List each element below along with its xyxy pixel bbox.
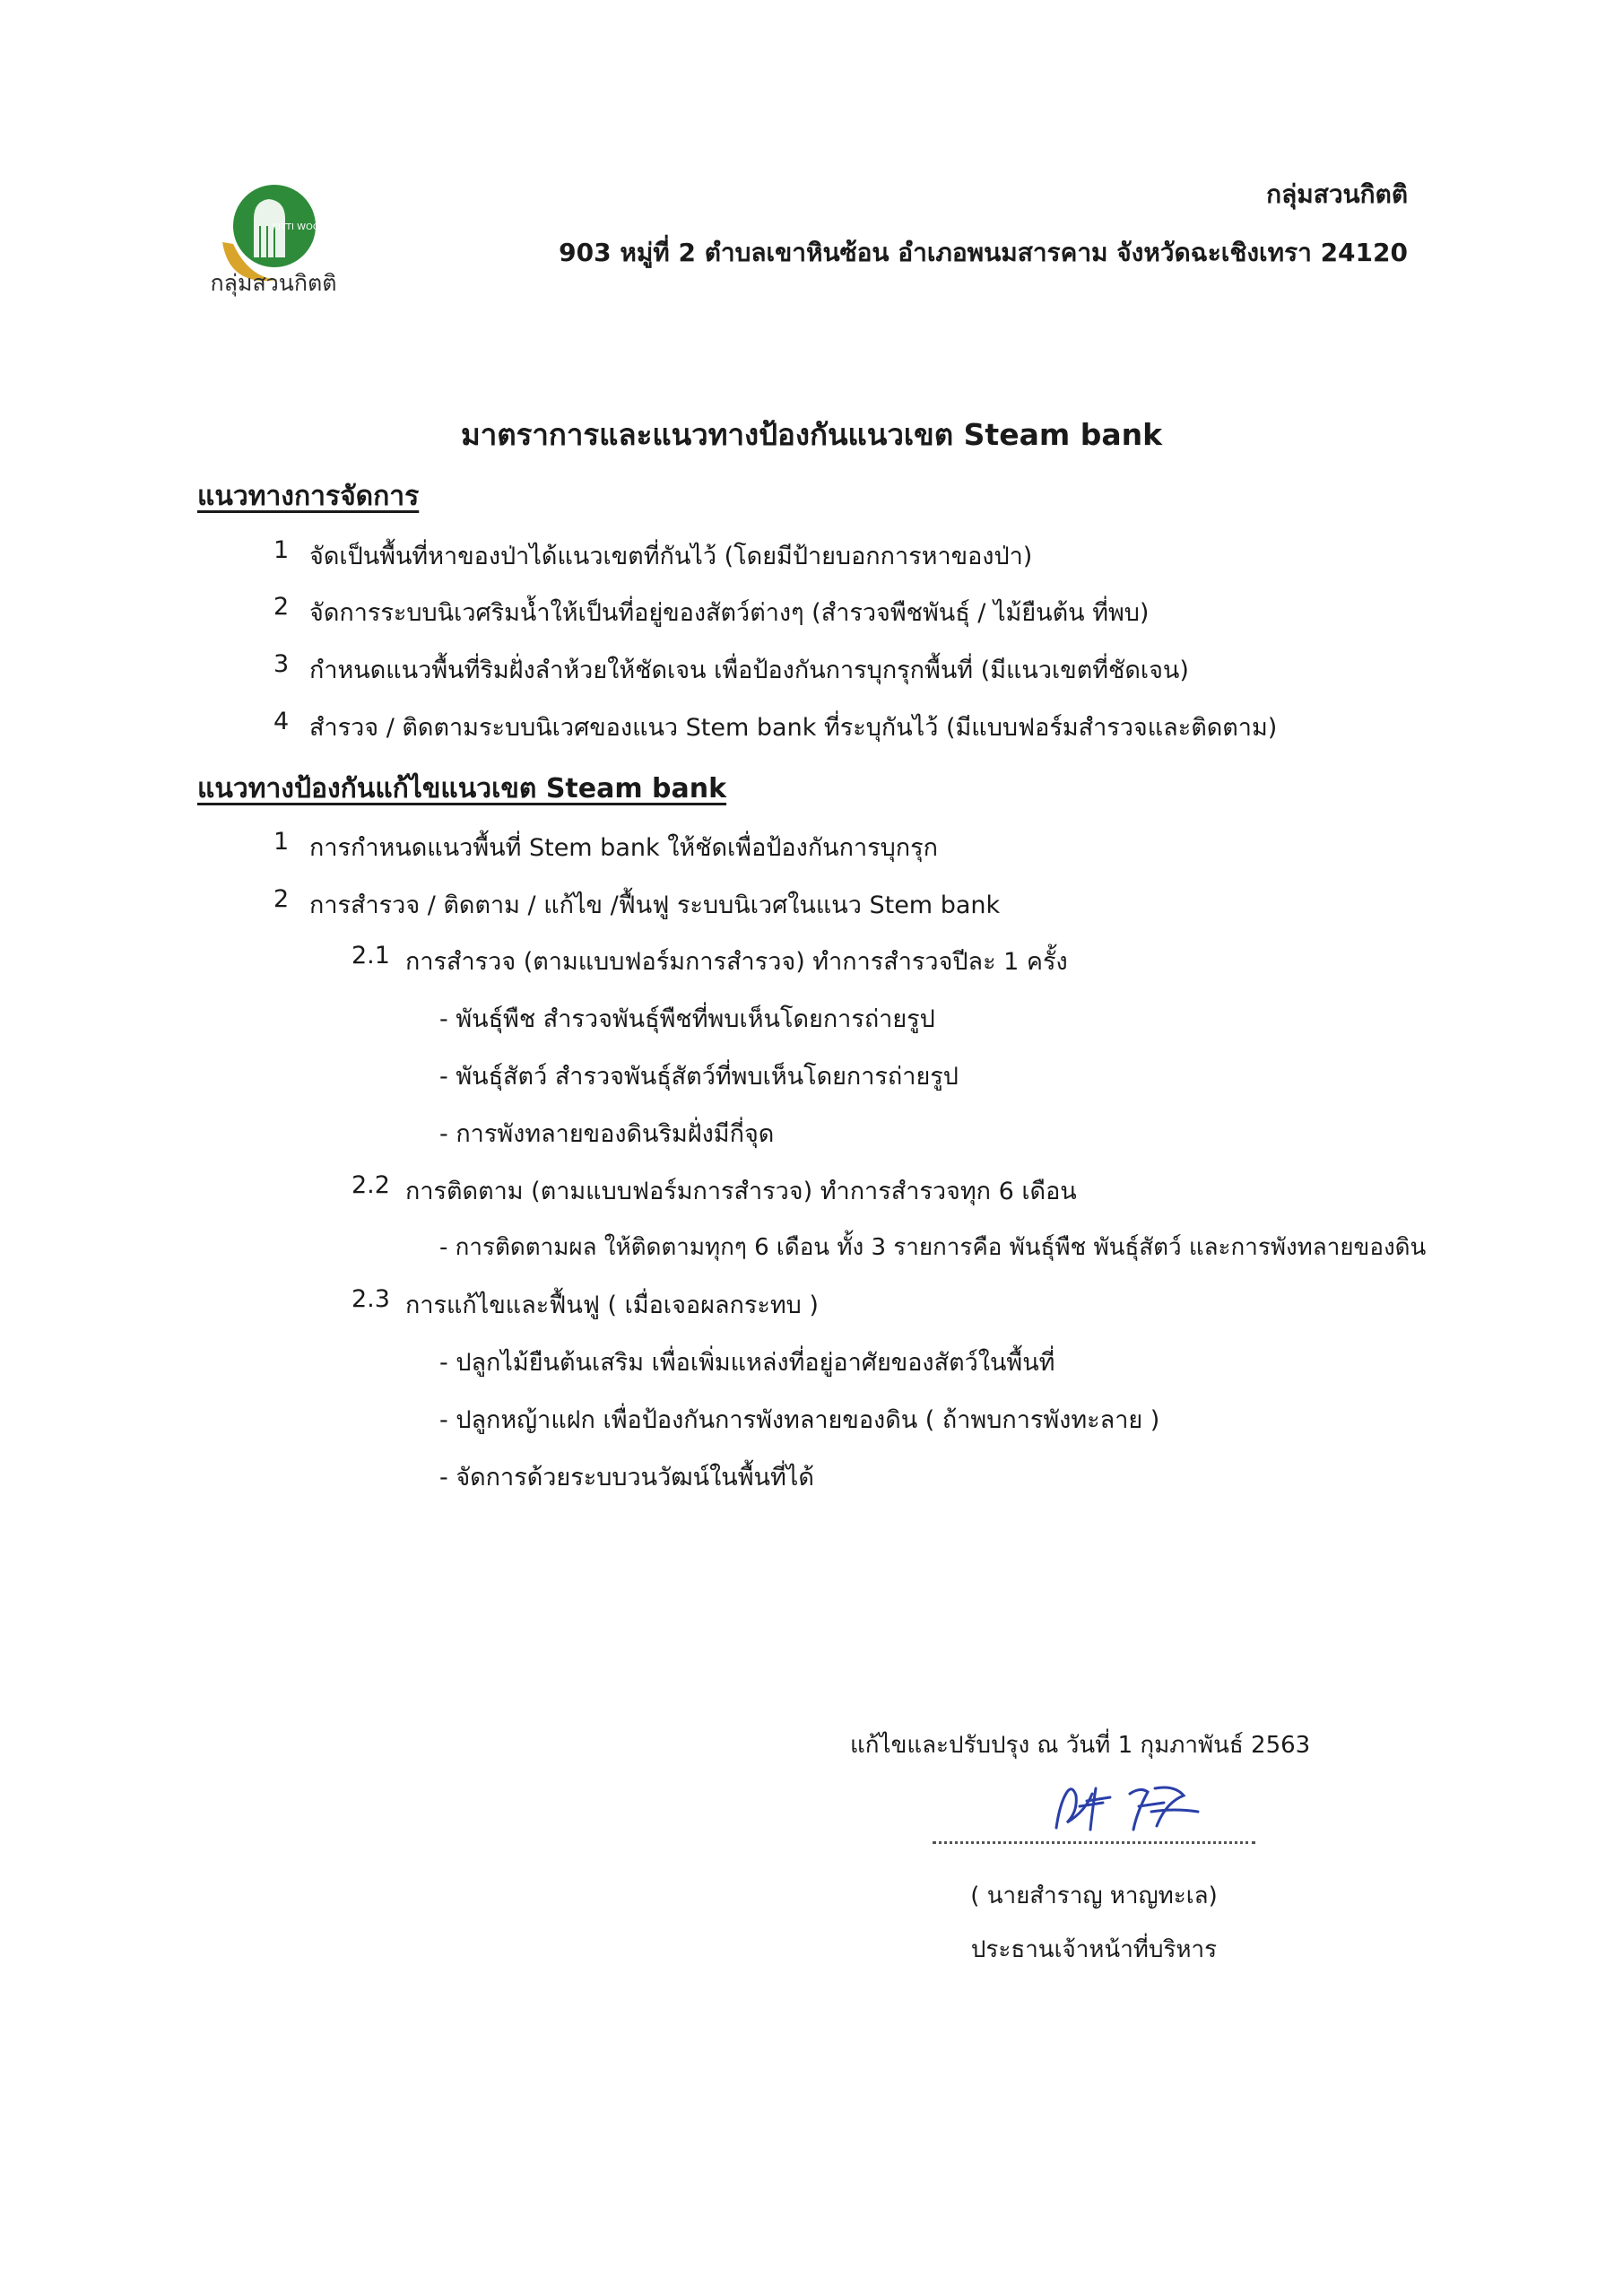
bullet-item: - พันธุ์สัตว์ สำรวจพันธุ์สัตว์ที่พบเห็นโดยการถ่ายรูป (439, 1063, 959, 1091)
sub-item-number: 2.1 (352, 942, 390, 970)
list-item-text: การสำรวจ / ติดตาม / แก้ไข /ฟื้นฟู ระบบนิเวศในแนว Stem bank (309, 891, 1001, 919)
signer-name: ( นายสำราญ หาญทะเล) (970, 1883, 1218, 1909)
list-item-text: กำหนดแนวพื้นที่ริมฝั่งลำห้วยให้ชัดเจน เพื่อป้องกันการบุกรุกพื้นที่ (มีแนวเขตที่ชัดเจน) (309, 657, 1189, 684)
list-item-number: 2 (273, 593, 290, 621)
sub-item-text: การสำรวจ (ตามแบบฟอร์มการสำรวจ) ทำการสำรวจปีละ 1 ครั้ง (405, 948, 1068, 976)
section-heading-management: แนวทางการจัดการ (197, 481, 420, 512)
bullet-item: - การติดตามผล ให้ติดตามทุกๆ 6 เดือน ทั้ง 3 รายการคือ พันธุ์พืช พันธุ์สัตว์ และการพังทลายของดิน (439, 1234, 1427, 1261)
sub-item-text: การติดตาม (ตามแบบฟอร์มการสำรวจ) ทำการสำรวจทุก 6 เดือน (405, 1178, 1077, 1205)
list-item-number: 1 (273, 828, 290, 856)
bullet-item: - ปลูกหญ้าแฝก เพื่อป้องกันการพังทลายของดิน ( ถ้าพบการพังทะลาย ) (439, 1406, 1160, 1434)
list-item-text: จัดการระบบนิเวศริมน้ำให้เป็นที่อยู่ของสัตว์ต่างๆ (สำรวจพืชพันธุ์ / ไม้ยืนต้น ที่พบ) (309, 599, 1150, 627)
logo-caption: กลุ่มสวนกิตติ (210, 270, 337, 296)
document-title: มาตราการและแนวทางป้องกันแนวเขต Steam bank (460, 417, 1163, 452)
bullet-item: - ปลูกไม้ยืนต้นเสริม เพื่อเพิ่มแหล่งที่อยู่อาศัยของสัตว์ในพื้นที่ (439, 1349, 1055, 1377)
organization-address: 903 หมู่ที่ 2 ตำบลเขาหินซ้อน อำเภอพนมสารคาม จังหวัดฉะเชิงเทรา 24120 (559, 238, 1408, 267)
list-item-number: 2 (273, 885, 290, 913)
sub-item-text: การแก้ไขและฟื้นฟู ( เมื่อเจอผลกระทบ ) (405, 1292, 819, 1319)
bullet-item: - พันธุ์พืช สำรวจพันธุ์พืชที่พบเห็นโดยการถ่ายรูป (439, 1005, 935, 1033)
list-item-number: 3 (273, 650, 290, 678)
organization-name: กลุ่มสวนกิตติ (1266, 179, 1408, 209)
handwritten-signature (1040, 1776, 1211, 1839)
list-item-text: การกำหนดแนวพื้นที่ Stem bank ให้ชัดเพื่อป้องกันการบุกรุก (309, 834, 938, 862)
bullet-item: - การพังทลายของดินริมฝั่งมีกี่จุด (439, 1120, 775, 1148)
bullet-item: - จัดการด้วยระบบวนวัฒน์ในพื้นที่ได้ (439, 1464, 814, 1492)
sub-item-number: 2.3 (352, 1285, 390, 1313)
section-heading-prevention: แนวทางป้องกันแก้ไขแนวเขต Steam bank (197, 773, 727, 804)
list-item-text: สำรวจ / ติดตามระบบนิเวศของแนว Stem bank ที่ระบุกันไว้ (มีแบบฟอร์มสำรวจและติดตาม) (309, 714, 1278, 742)
list-item-number: 1 (273, 536, 290, 564)
list-item-text: จัดเป็นพื้นที่หาของป่าได้แนวเขตที่กันไว้ (โดยมีป้ายบอกการหาของป่า) (309, 543, 1033, 570)
sub-item-number: 2.2 (352, 1171, 390, 1199)
signer-title: ประธานเจ้าหน้าที่บริหาร (970, 1936, 1218, 1963)
svg-text:KITTI WOOD: KITTI WOOD (272, 222, 327, 232)
update-date-line: แก้ไขและปรับปรุง ณ วันที่ 1 กุมภาพันธ์ 2563 (850, 1732, 1311, 1759)
signature-line (933, 1841, 1255, 1844)
list-item-number: 4 (273, 708, 290, 735)
